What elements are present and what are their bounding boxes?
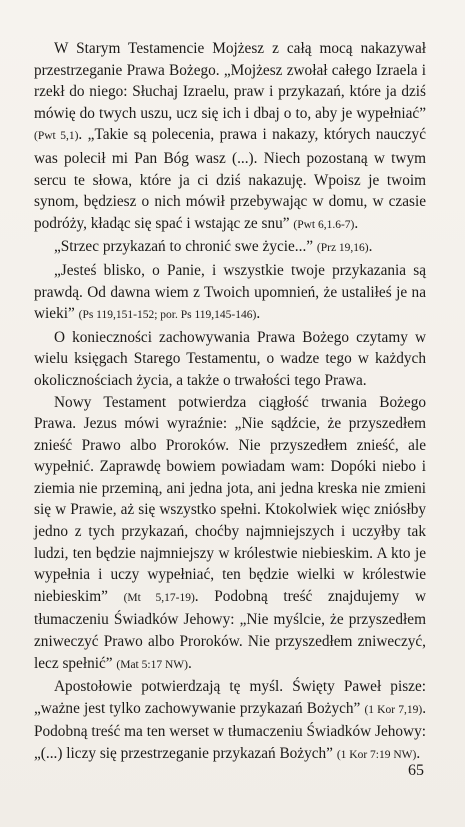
paragraph-text: Nowy Testament potwierdza ciągłość trwania Bożego Prawa. Jezus mówi wyraźnie: „Nie sądźcie, że przyszedłem znieść Prawo albo Proroków. Nie przyszedłem znieść, ale wypełnić. Zaprawdę bowiem powiadam wam: Dopóki niebo i ziemia nie przeminą, ani jedna jota, ani jedna kreska nie zmieni się w Prawie, aż się wszystko spełni. Ktokolwiek więc zniósłby jedno z tych przykazań, choćby najmniejszych i uczyłby tak ludzi, ten będzie najmniejszy w królestwie niebieskim. A kto je wypełnia i uczy wypełniać, ten będzie wielki w królestwie niebieskim” [34,393,426,605]
paragraph-text: . [256,305,261,323]
paragraph-text: . Podobną treść ma ten werset w tłumaczeniu Świadków Jehowy: „(...) liczy się przestrzeganie przykazań Bożych” [34,699,427,762]
paragraph [34,392,426,677]
paragraph-text: W Starym Testamencie Mojżesz z całą mocą nakazywał przestrzeganie Prawa Bożego. „Mojżesz zwołał całego Izraela i rzekł do niego: Słuchaj Izraelu, praw i przykazań, które ja dziś mówię do twych uszu, ucz się ich i dbaj o to, aby je wypełniać” [34,40,426,122]
bible-reference: (1 Kor 7,19) [364,703,423,716]
paragraph-text: . [416,745,421,762]
paragraph [34,327,426,392]
bible-reference: (Mat 5:17 NW) [116,658,188,671]
bible-reference: (1 Kor 7:19 NW) [336,749,417,761]
body-text [34,38,426,767]
bible-reference: (Pwt 5,1) [34,130,79,143]
bible-reference: (Pwt 6,1.6-7) [293,218,355,231]
paragraph [34,260,426,327]
page-number: 65 [408,762,424,779]
paragraph-text: . [368,238,373,256]
paragraph-text: . Podobną treść znajdujemy w tłumaczeniu Świadków Jehowy: „Nie myślcie, że przyszedłem zniweczyć Prawo albo Proroków. Nie przyszedłem zniweczyć, lecz spełnić” [34,587,426,672]
paragraph-text: . [187,654,192,672]
paragraph [34,236,426,260]
paragraph-text: Apostołowie potwierdzają tę myśl. Święty Paweł pisze: „ważne jest tylko zachowywanie przykazań Bożych” [34,678,426,717]
paragraph-text: . [354,214,359,232]
bible-reference: (Prz 19,16) [316,242,369,255]
paragraph [34,38,426,236]
bible-reference: (Ps 119,151-152; por. Ps 119,145-146) [78,309,257,322]
bible-reference: (Mt 5,17-19) [123,591,195,604]
paragraph-text: „Jesteś blisko, o Panie, i wszystkie twoje przykazania są prawdą. Od dawna wiem z Twoich upomnień, że ustaliłeś je na wieki” [34,261,426,323]
paragraph-text: . „Takie są polecenia, prawa i nakazy, których nauczyć was polecił mi Pan Bóg wasz (...). Niech pozostaną w twym sercu te słowa, które ja ci dziś nakazuję. Wpoisz je twoim synom, będziesz o nich mówił przebywając w domu, w czasie podróży, kładąc się spać i wstając ze snu” [34,126,426,232]
paragraph [34,676,426,766]
paragraph-text: „Strzec przykazań to chronić swe życie...” [54,238,317,256]
paragraph-text: O konieczności zachowywania Prawa Bożego czytamy w wielu księgach Starego Testamentu, o wadze tego w każdych okolicznościach życia, a także o trwałości tego Prawa. [34,328,426,389]
